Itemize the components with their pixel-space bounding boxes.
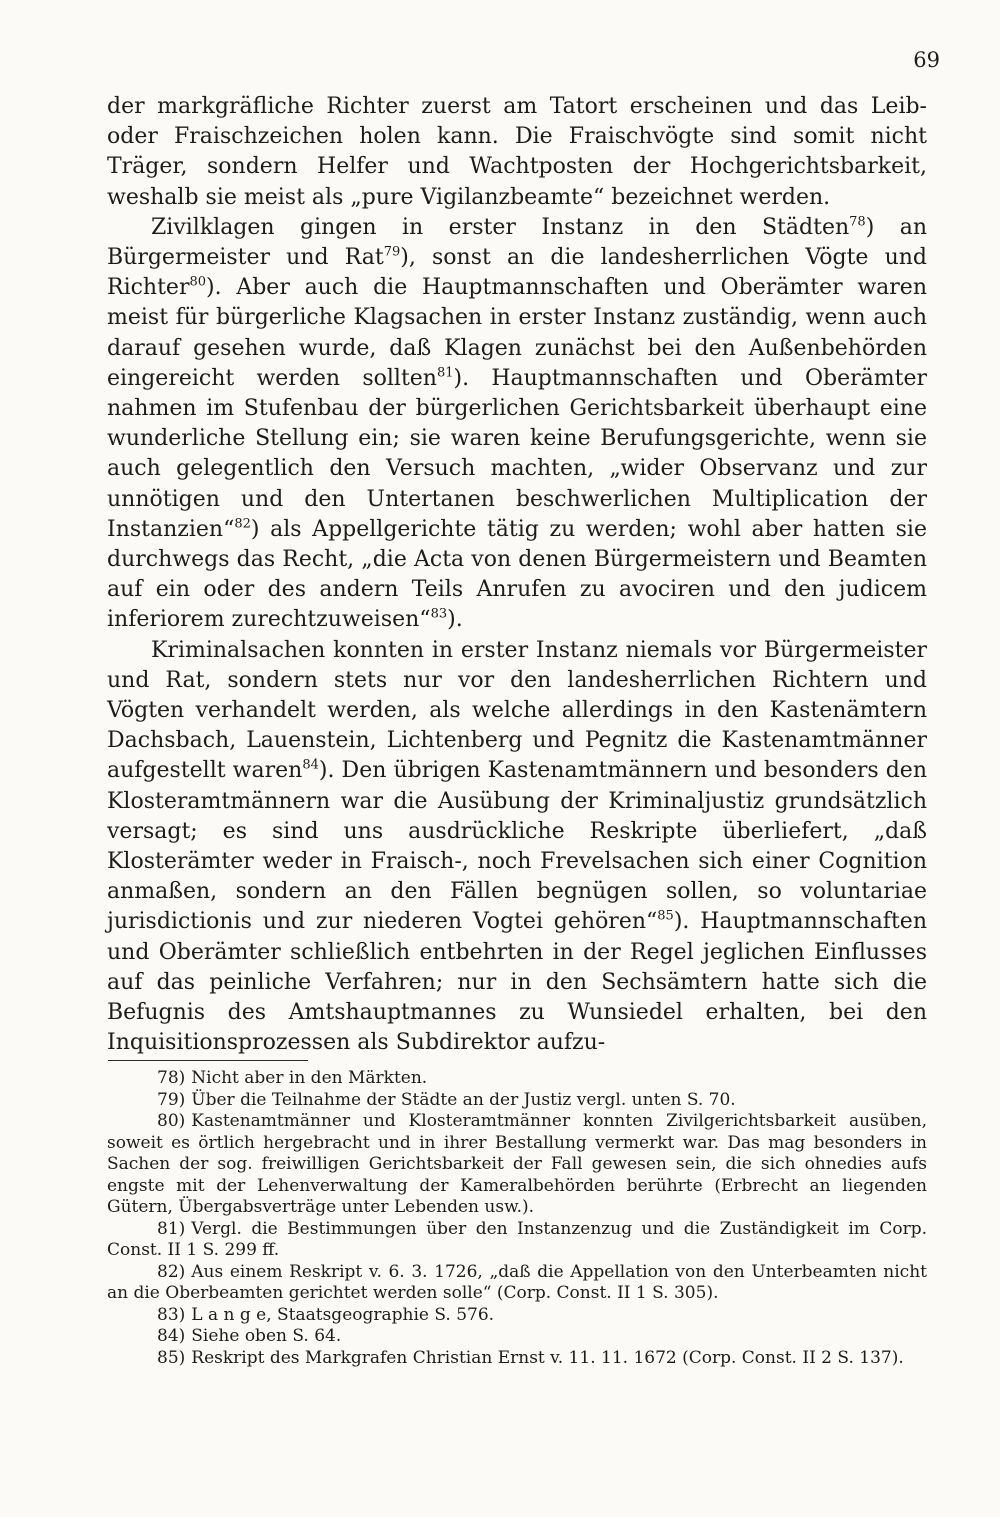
footnote-reference: 82 [234,516,251,532]
text-run: ). Hauptmannschaften und Oberämter schließlich entbehrten in der Regel jeglichen Einflusses auf das peinliche Verfahren; nur in den Sechsämtern hatte sich die Befugnis des Amtshauptmannes zu Wunsiedel erhalten, bei den Inquisitionsprozessen als Subdirektor aufzu- [107,909,927,1056]
text-run: ) an Bürgermeister und Rat [107,214,927,271]
footnote-number: 85) [157,1347,186,1368]
footnote [107,1068,927,1090]
footnote-number: 79) [157,1089,186,1110]
footnote-number: 81) [157,1218,186,1239]
text-run: der markgräfliche Richter zuerst am Tatort erscheinen und das Leib- oder Fraischzeichen holen kann. Die Fraischvögte sind somit nicht Träger, sondern Helfer und Wachtposten der Hochgerichtsbarkeit, weshalb sie meist als „pure Vigilanzbeamte“ bezeichnet werden. [107,94,927,210]
footnote [107,1262,927,1305]
text-run: ). [447,607,463,633]
paragraph [107,92,927,213]
footnote-text: Siehe oben S. 64. [191,1326,342,1346]
footnote-reference: 79 [383,244,401,260]
text-run: ). Aber auch die Hauptmannschaften und Oberämter waren meist für bürgerliche Klagsachen in erster Instanz zuständig, wenn auch darauf gesehen wurde, daß Klagen zunächst bei den Außenbehörden eingereicht werden sollten [107,275,927,391]
footnote-reference: 81 [436,365,454,381]
footnote-reference: 85 [657,909,674,925]
footnote [107,1090,927,1112]
footnote-number: 83) [157,1304,186,1325]
text-run: ) als Appellgerichte tätig zu werden; wohl aber hatten sie durchwegs das Recht, „die Acta von denen Bürgermeistern und Beamten auf ein oder des andern Teils Anrufen zu avociren und den judicem inferiorem zurechtzuweisen“ [107,516,927,633]
footnote-text: L a n g e, Staatsgeographie S. 576. [191,1304,495,1325]
footnote [107,1326,927,1348]
footnote [107,1305,927,1327]
footnote-text: Nicht aber in den Märkten. [191,1068,428,1088]
paragraph [107,636,927,1059]
footnote-separator [108,1060,308,1061]
text-run: ). Den übrigen Kastenamtmännern und besonders den Klosteramtmännern war die Ausübung der Kriminaljustiz grundsätzlich versagt; es sind uns ausdrückliche Reskripte überliefert, „daß Klosterämter weder in Fraisch-, noch Frevelsachen sich einer Cognition anmaßen, sondern an den Fällen begnügen sollen, so voluntariae jurisdictionis und zur niederen Vogtei gehören“ [107,758,927,935]
text-run: Kriminalsachen konnten in erster Instanz niemals vor Bürgermeister und Rat, sondern stets nur vor den landesherrlichen Richtern und Vögten verhandelt werden, als welche allerdings in den Kastenämtern Dachsbach, Lauenstein, Lichtenberg und Pegnitz die Kastenamtmänner aufgestellt waren [107,637,927,784]
footnote-text: Kastenamtmänner und Klosteramtmänner konnten Zivilgerichtsbarkeit ausüben, soweit es örtlich hergebracht und in ihrer Bestallung vermerkt war. Das mag besonders in Sachen der sog. freiwilligen Gerichtsbarkeit der Fall gewesen sein, die sich ohnedies aufs engste mit der Lehenverwaltung der Kameralbehörden berührte (Erbrecht an liegenden Gütern, Übergabsverträge unter Lebenden usw.). [107,1111,927,1217]
footnote [107,1111,927,1219]
footnote-text: Vergl. die Bestimmungen über den Instanzenzug und die Zuständigkeit im Corp. Const. II 1 S. 299 ff. [107,1218,927,1260]
text-run: Zivilklagen gingen in erster Instanz in den Städten [151,214,850,240]
footnotes [107,1068,927,1369]
footnote-number: 78) [157,1068,186,1088]
footnote-text: Über die Teilnahme der Städte an der Justiz vergl. unten S. 70. [191,1089,736,1110]
footnote-reference: 78 [849,214,866,230]
text-run: ). Hauptmannschaften und Oberämter nahmen im Stufenbau der bürgerlichen Gerichtsbarkeit überhaupt eine wunderliche Stellung ein; sie waren keine Berufungsgerichte, wenn sie auch gelegentlich den Versuch machten, „wider Observanz und zur unnötigen und den Untertanen beschwerlichen Multiplication der Instanzien“ [107,365,927,542]
footnote-text: Reskript des Markgrafen Christian Ernst v. 11. 11. 1672 (Corp. Const. II 2 S. 137). [191,1347,904,1368]
footnote-number: 80) [157,1111,186,1131]
paragraph [107,213,927,636]
text-run: ), sonst an die landesherrlichen Vögte und Richter [107,245,927,301]
body-text [107,92,927,1059]
footnote [107,1348,927,1370]
footnote [107,1219,927,1262]
footnote-number: 84) [157,1326,186,1346]
footnote-reference: 80 [189,274,207,290]
footnote-reference: 83 [430,607,448,623]
page-number: 69 [913,48,940,72]
footnote-number: 82) [157,1261,186,1282]
footnote-reference: 84 [302,758,319,774]
footnote-text: Aus einem Reskript v. 6. 3. 1726, „daß die Appellation von den Unterbeamten nicht an die Oberbeamten gerichtet werden solle“ (Corp. Const. II 1 S. 305). [107,1261,927,1303]
